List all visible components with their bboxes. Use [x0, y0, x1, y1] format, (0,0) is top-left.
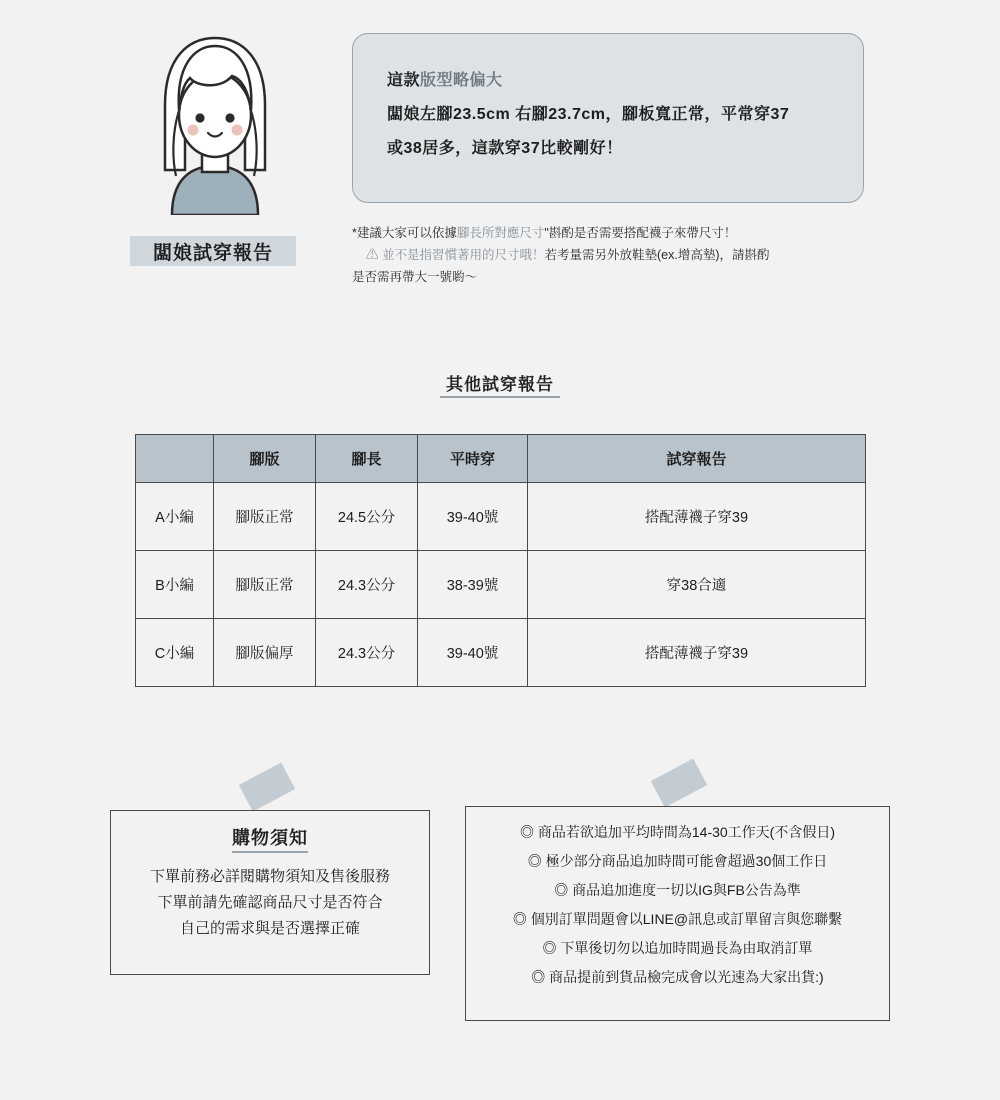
note-line-2 — [352, 244, 882, 266]
note-line1-part-a: *建議大家可以依據 — [352, 226, 457, 240]
table-cell: A小編 — [136, 483, 214, 551]
shopping-notice-body — [110, 864, 430, 942]
tape-decoration-left — [239, 762, 295, 811]
avatar — [120, 30, 310, 215]
table-cell: 腳版正常 — [214, 483, 316, 551]
badge-label: 闆娘試穿報告 — [152, 242, 273, 264]
tape-decoration-right — [651, 758, 707, 807]
list-item: ◎ 商品追加進度一切以IG與FB公告為準 — [554, 882, 801, 898]
table-cell: 24.3公分 — [316, 619, 418, 687]
note-line2-part-a: ⚠ 並不是指習慣著用的尺寸哦！ — [366, 248, 545, 262]
table-cell: 腳版正常 — [214, 551, 316, 619]
section-title-other-reports: 其他試穿報告 — [440, 368, 560, 398]
note-line-3: 是否需再帶大一號喲～ — [352, 270, 478, 284]
table-cell: B小編 — [136, 551, 214, 619]
table-row — [136, 619, 866, 687]
table-cell: 搭配薄襪子穿39 — [528, 483, 866, 551]
page-title — [130, 236, 296, 266]
speech-bubble — [352, 33, 864, 203]
bubble-line-2: 闆娘左腳23.5cm 右腳23.7cm，腳板寬正常，平常穿37 — [387, 106, 790, 123]
table-header-cell: 腳長 — [316, 435, 418, 483]
bubble-line-3: 或38居多，這款穿37比較剛好！ — [387, 140, 623, 157]
shipping-info-list — [465, 818, 890, 992]
table-cell: 39-40號 — [418, 619, 528, 687]
list-item: ◎ 商品提前到貨品檢完成會以光速為大家出貨:) — [531, 969, 824, 985]
list-item: ◎ 商品若欲追加平均時間為14-30工作天(不含假日) — [519, 824, 836, 840]
table-header-cell: 腳版 — [214, 435, 316, 483]
notice-line-2: 下單前請先確認商品尺寸是否符合 — [157, 894, 383, 911]
table-header-cell: 試穿報告 — [528, 435, 866, 483]
table-cell: 24.5公分 — [316, 483, 418, 551]
bubble-line1-bold: 這款 — [387, 72, 421, 89]
female-avatar-icon — [120, 30, 310, 215]
list-item: ◎ 個別訂單問題會以LINE@訊息或訂單留言與您聯繫 — [512, 911, 843, 927]
table-cell: 38-39號 — [418, 551, 528, 619]
other-reports-table — [135, 434, 865, 687]
table-cell: 39-40號 — [418, 483, 528, 551]
table-header-cell — [136, 435, 214, 483]
table-header-cell: 平時穿 — [418, 435, 528, 483]
size-notes — [352, 222, 882, 288]
note-line-1 — [352, 222, 882, 244]
table-cell: 24.3公分 — [316, 551, 418, 619]
bubble-line-1 — [387, 64, 835, 98]
table-cell: 腳版偏厚 — [214, 619, 316, 687]
table-row — [136, 551, 866, 619]
list-item: ◎ 下單後切勿以追加時間過長為由取消訂單 — [542, 940, 813, 956]
note-line1-part-c: "斟酌是否需要搭配襪子來帶尺寸！ — [544, 226, 737, 240]
list-item: ◎ 極少部分商品追加時間可能會超過30個工作日 — [527, 853, 828, 869]
notice-line-3: 自己的需求與是否選擇正確 — [179, 920, 360, 937]
table-cell: C小編 — [136, 619, 214, 687]
notice-line-1: 下單前務必詳閱購物須知及售後服務 — [149, 868, 390, 885]
note-line2-part-b: 若考量需另外放鞋墊(ex.增高墊)，請斟酌 — [544, 248, 770, 262]
note-line1-part-b: 腳長所對應尺寸 — [456, 226, 545, 240]
table-row — [136, 483, 866, 551]
shopping-notice-title-label: 購物須知 — [232, 828, 308, 853]
table-header-row — [136, 435, 866, 483]
bubble-line1-gray: 版型略偏大 — [420, 72, 503, 89]
fitting-report-section — [0, 0, 1000, 320]
shopping-notice-title — [110, 812, 430, 850]
table-cell: 穿38合適 — [528, 551, 866, 619]
table-cell: 搭配薄襪子穿39 — [528, 619, 866, 687]
